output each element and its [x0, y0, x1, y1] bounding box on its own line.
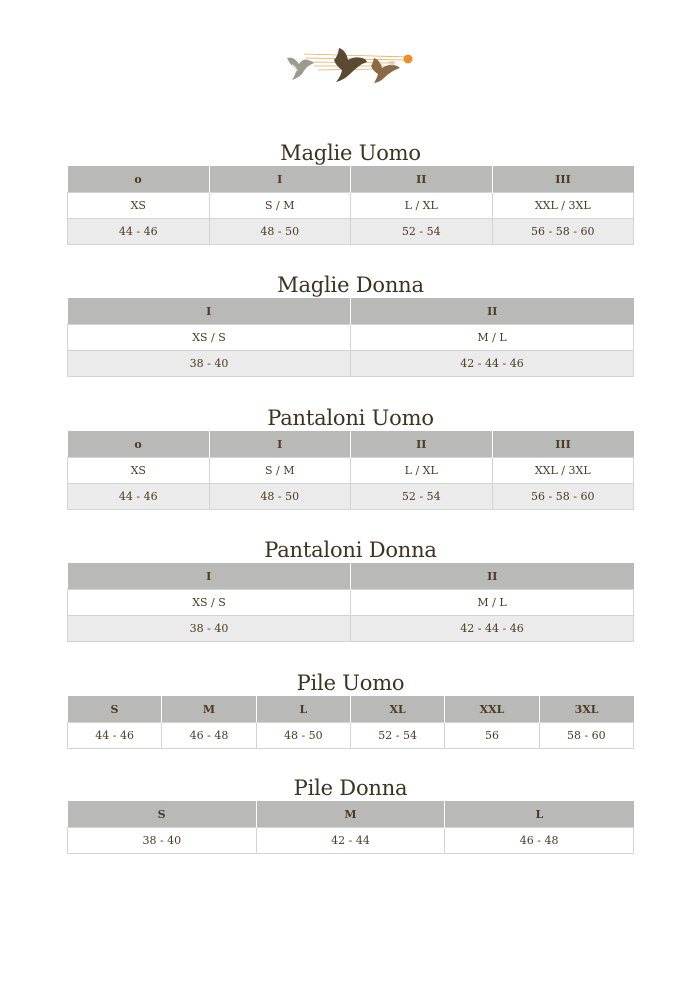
table-cell: 48 - 50: [256, 723, 350, 749]
table-section-pile-uomo: [67, 670, 634, 749]
table-section-maglie-donna: [67, 272, 634, 377]
table-row: [68, 616, 634, 642]
table-section-pantaloni-uomo: [67, 405, 634, 510]
section-title: Pantaloni Donna: [264, 538, 437, 562]
table-cell: M / L: [351, 590, 634, 616]
section-title: Pile Donna: [293, 776, 408, 800]
table-cell: S / M: [209, 193, 351, 219]
table-row: [68, 828, 634, 854]
table-header-cell: S: [68, 801, 257, 828]
table-header-cell: XL: [350, 696, 444, 723]
table-header-cell: XXL: [445, 696, 539, 723]
table-header-cell: II: [351, 431, 493, 458]
section-title: Maglie Uomo: [280, 141, 421, 165]
table-cell: 56: [445, 723, 539, 749]
table-header-cell: III: [492, 431, 634, 458]
size-table: [67, 298, 634, 377]
size-table: [67, 801, 634, 854]
table-header-cell: II: [351, 298, 634, 325]
table-cell: 52 - 54: [351, 219, 493, 245]
table-cell: 52 - 54: [350, 723, 444, 749]
size-table: [67, 696, 634, 749]
table-cell: 38 - 40: [68, 828, 257, 854]
table-cell: 38 - 40: [68, 351, 351, 377]
table-cell: 42 - 44 - 46: [351, 616, 634, 642]
table-header-cell: I: [68, 563, 351, 590]
table-cell: 44 - 46: [68, 723, 162, 749]
table-cell: 42 - 44 - 46: [351, 351, 634, 377]
table-cell: XS / S: [68, 325, 351, 351]
size-table: [67, 563, 634, 642]
table-cell: M / L: [351, 325, 634, 351]
table-row: [68, 723, 634, 749]
size-table: [67, 431, 634, 510]
table-row: [68, 458, 634, 484]
table-row: [68, 351, 634, 377]
table-cell: XXL / 3XL: [492, 193, 634, 219]
table-header-cell: 3XL: [539, 696, 633, 723]
table-row: [68, 325, 634, 351]
table-header-cell: S: [68, 696, 162, 723]
section-title: Pantaloni Uomo: [267, 406, 434, 430]
table-cell: XS: [68, 458, 210, 484]
table-cell: 48 - 50: [209, 219, 351, 245]
table-cell: S / M: [209, 458, 351, 484]
table-cell: XS / S: [68, 590, 351, 616]
table-header-cell: I: [209, 166, 351, 193]
table-section-pile-donna: [67, 775, 634, 854]
table-cell: L / XL: [351, 458, 493, 484]
table-row: [68, 590, 634, 616]
table-header-cell: L: [445, 801, 634, 828]
table-header-cell: II: [351, 563, 634, 590]
table-cell: 46 - 48: [445, 828, 634, 854]
table-row: [68, 193, 634, 219]
table-cell: XXL / 3XL: [492, 458, 634, 484]
table-cell: 58 - 60: [539, 723, 633, 749]
table-header-cell: o: [68, 166, 210, 193]
flying-ducks-logo-icon: [284, 44, 416, 88]
table-header-cell: M: [162, 696, 256, 723]
table-cell: 56 - 58 - 60: [492, 484, 634, 510]
table-cell: 44 - 46: [68, 219, 210, 245]
table-cell: 38 - 40: [68, 616, 351, 642]
table-cell: 52 - 54: [351, 484, 493, 510]
table-cell: 46 - 48: [162, 723, 256, 749]
table-section-pantaloni-donna: [67, 537, 634, 642]
size-table: [67, 166, 634, 245]
table-header-cell: o: [68, 431, 210, 458]
table-row: [68, 219, 634, 245]
section-title: Maglie Donna: [277, 273, 424, 297]
table-header-cell: M: [256, 801, 445, 828]
table-cell: 56 - 58 - 60: [492, 219, 634, 245]
table-header-cell: I: [68, 298, 351, 325]
table-cell: L / XL: [351, 193, 493, 219]
table-header-cell: I: [209, 431, 351, 458]
table-row: [68, 484, 634, 510]
table-section-maglie-uomo: [67, 140, 634, 245]
table-header-cell: II: [351, 166, 493, 193]
section-title: Pile Uomo: [296, 671, 405, 695]
table-cell: 42 - 44: [256, 828, 445, 854]
table-cell: XS: [68, 193, 210, 219]
table-header-cell: L: [256, 696, 350, 723]
table-cell: 44 - 46: [68, 484, 210, 510]
table-header-cell: III: [492, 166, 634, 193]
table-cell: 48 - 50: [209, 484, 351, 510]
